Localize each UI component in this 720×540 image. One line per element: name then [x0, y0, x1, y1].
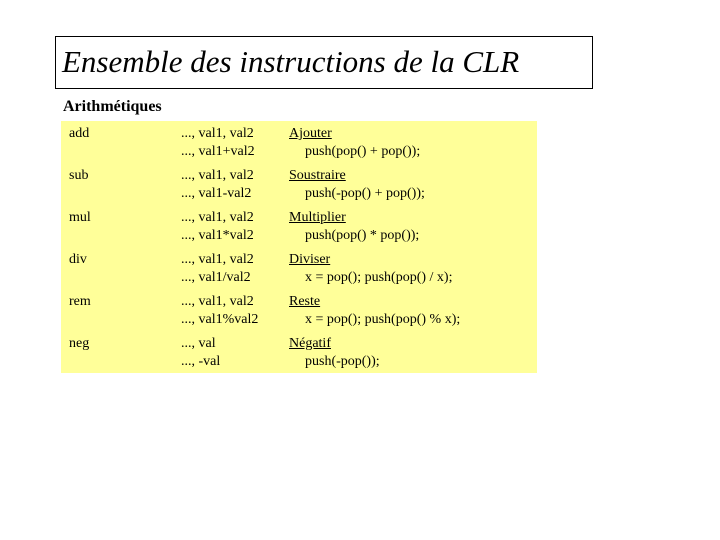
opcode: mul	[69, 210, 91, 225]
table-row	[61, 205, 537, 247]
instruction-code: push(pop() * pop());	[305, 228, 420, 243]
stack-effect	[181, 289, 289, 331]
instruction-table	[61, 121, 537, 373]
section-heading: Arithmétiques	[63, 98, 162, 115]
instruction-name: Ajouter	[289, 126, 332, 141]
instruction-code: push(-pop());	[305, 354, 380, 369]
stack-effect	[181, 163, 289, 205]
stack-before: ..., val1, val2	[181, 252, 254, 267]
opcode: neg	[69, 336, 90, 351]
stack-before: ..., val1, val2	[181, 126, 254, 141]
instruction-name: Multiplier	[289, 210, 346, 225]
table-row	[61, 247, 537, 289]
description	[289, 289, 537, 331]
stack-before: ..., val1, val2	[181, 210, 254, 225]
instruction-name: Négatif	[289, 336, 331, 351]
stack-after: ..., val1*val2	[181, 228, 254, 243]
table-row	[61, 163, 537, 205]
title-box	[55, 36, 593, 89]
instruction-code: x = pop(); push(pop() / x);	[305, 270, 453, 285]
stack-before: ..., val	[181, 336, 216, 351]
description	[289, 121, 537, 163]
description	[289, 205, 537, 247]
table-row	[61, 121, 537, 163]
stack-after: ..., val1/val2	[181, 270, 251, 285]
description	[289, 331, 537, 373]
opcode: add	[69, 126, 90, 141]
instruction-name: Reste	[289, 294, 321, 309]
description	[289, 163, 537, 205]
stack-effect	[181, 331, 289, 373]
table-row	[61, 331, 537, 373]
stack-effect	[181, 121, 289, 163]
instruction-code: x = pop(); push(pop() % x);	[305, 312, 461, 327]
instruction-name: Soustraire	[289, 168, 346, 183]
opcode: sub	[69, 168, 89, 183]
description	[289, 247, 537, 289]
stack-before: ..., val1, val2	[181, 294, 254, 309]
instruction-code: push(-pop() + pop());	[305, 186, 425, 201]
page-title: Ensemble des instructions de la CLR	[62, 44, 520, 79]
stack-before: ..., val1, val2	[181, 168, 254, 183]
stack-effect	[181, 205, 289, 247]
table-row	[61, 289, 537, 331]
stack-after: ..., val1%val2	[181, 312, 259, 327]
opcode: div	[69, 252, 87, 267]
stack-after: ..., val1-val2	[181, 186, 252, 201]
stack-after: ..., val1+val2	[181, 144, 255, 159]
instruction-code: push(pop() + pop());	[305, 144, 421, 159]
stack-after: ..., -val	[181, 354, 221, 369]
instruction-name: Diviser	[289, 252, 331, 267]
opcode: rem	[69, 294, 91, 309]
stack-effect	[181, 247, 289, 289]
